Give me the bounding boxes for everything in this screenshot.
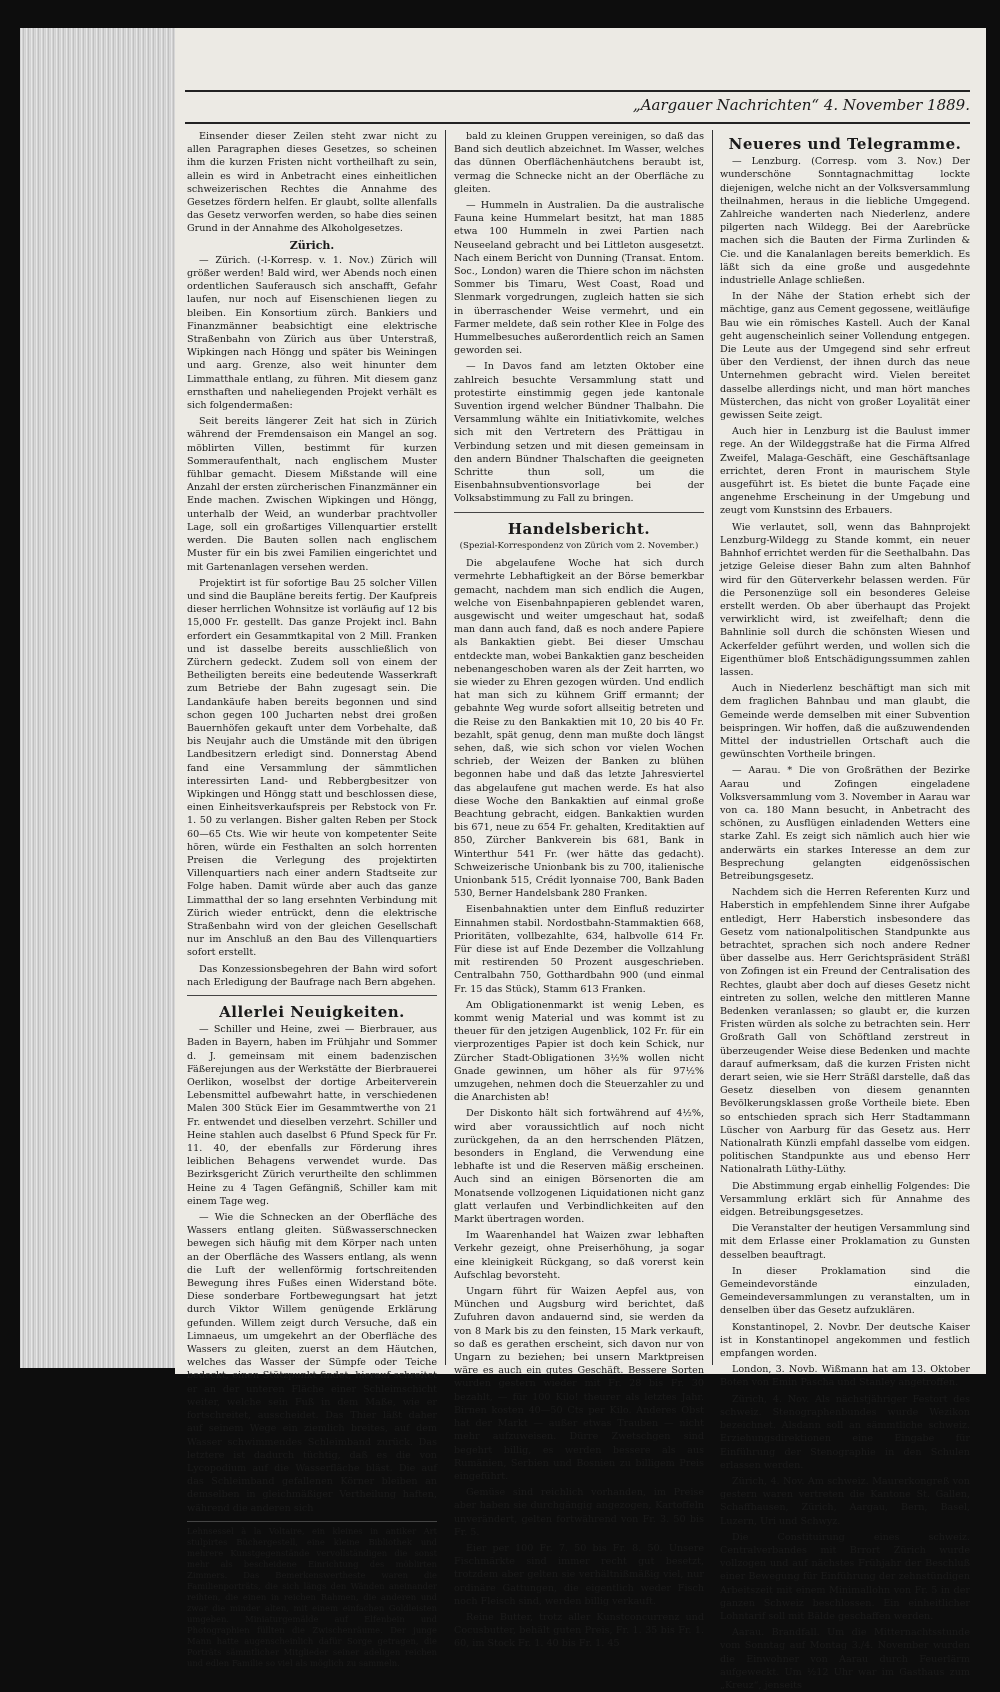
section-heading-allerlei: Allerlei Neuigkeiten.: [219, 1003, 405, 1021]
article-paragraph: — Schiller und Heine, zwei — Bierbrauer, aus Baden in Bayern, haben im Frühjahr und Sommer d. J. gemeinsam mit einem badenzischen Fäßerejungen aus der Werkstätte der Bierbrauerei Oerlikon, woselbst der dortige Arbeiterverein Lebensmittel aufbewahrt hatte, in verschiedenen Malen 300 Stück Eier im Gesammtwerthe von 21 Fr. entwendet und dieselben verzehrt. Schiller und Heine stahlen auch daselbst 6 Pfund Speck für Fr. 11. 40, der ebenfalls zur Förderung ihres leiblichen Behagens verwendet wurde. Das Bezirksgericht Zürich verurtheilte den schlimmen Heine zu 4 Tagen Gefängniß, Schiller kam mit einem Tage weg.: [187, 1024, 437, 1207]
book-page-edges: [20, 28, 182, 1368]
article-paragraph: Auch hier in Lenzburg ist die Baulust immer rege. An der Wildeggstraße hat die Firma Alfred Zweifel, Malaga-Geschäft, eine Geschäftsanlage errichtet, deren Front in maurischem Style ausgeführt ist. Es bietet die bunte Façade eine angenehme Erscheinung in der Umgebung und zeugt vom Kunstsinn des Erbauers.: [720, 426, 970, 517]
article-paragraph: Zürich, 4. Nov. Als nächstjähriger Festort des schweiz. Stenographenbundes wurde Wezikon bezeichnet. Alsdann soll an sämmtliche schweiz. Erziehungsdirektionen eine Eingabe für Einführung der Stenographie in den Schulen erlassen werden.: [720, 1393, 970, 1471]
feuilleton-footnote: Lehnsessel à la Voltaire, ein kleines in antiker Art stulpirtes Büchergestell, eine kleine Bibliothek und mehrere Kunstgegenstände vervollständigen die sonst mehr als bescheidene Einrichtung des möblirten Zimmers. Das Bemerkenswertheste waren die Familienporträts, die sich längs den Wänden aneinander reihten, die einen in reichen Rahmen, die anderen und zwar die minder alten, mit einem einfachen Goldleisten umgeben. Miniaturgemälde auf Elfenbein und Photographien füllten die Zwischenräume. Der junge Mann hatte augenscheinlich dafür Sorge getragen, die Porträts sämmtlicher Mitglieder seiner adeligen reichen und edlen Familie so viel als möglich zu sammeln.: [187, 1521, 437, 1669]
section-subheading: (Spezial-Korrespondenz von Zürich vom 2. November.): [459, 540, 699, 551]
article-paragraph: Am Obligationenmarkt ist wenig Leben, es kommt wenig Material und was kommt ist zu theuer für den jetzigen Augenblick, 102 Fr. für ein vierprozentiges Papier ist doch kein Schick, nur Zürcher Stadt-Obligationen 3½% wollen nicht Gnade gewinnen, um höher als für 97½% umzugehen, nehmen doch die Steuerzahler zu und die Anarchisten ab!: [454, 999, 704, 1104]
article-paragraph: Gemüse sind reichlich vorhanden, im Preise aber haben sie durchgängig angezogen, Kartoffeln unverändert, gelten fortwährend von Fr. 3. 50 bis Fr. 5.: [454, 1487, 704, 1538]
article-paragraph: In der Nähe der Station erhebt sich der mächtige, ganz aus Cement gegossene, weitläufige Bau wie ein römisches Kastell. Auch der Kanal geht augenscheinlich seiner Vollendung entgegen. Die Leute aus der Umgegend sind sehr erfreut über den Verdienst, der ihnen durch das neue Unternehmen gebracht wird. Vielen bereitet dasselbe allerdings nicht, und man hört manches Müsterchen, das nicht von großer Loyalität einer gewissen Seite zeigt.: [720, 291, 970, 422]
newspaper-header: „Aargauer Nachrichten“ 4. November 1889.: [632, 96, 970, 114]
column-divider: [712, 130, 713, 1365]
article-paragraph: In dieser Proklamation sind die Gemeindevorstände einzuladen, Gemeindeversammlungen zu veranstalten, um in denselben über das Gesetz aufzuklären.: [720, 1265, 970, 1317]
column-1: [187, 130, 437, 1668]
article-paragraph: — Zürich. (-l-Korresp. v. 1. Nov.) Zürich will größer werden! Bald wird, wer Abends noch einen ordentlichen Sauferausch sich anschafft, Gefahr laufen, nur noch auf Eisenschienen liegen zu bleiben. Ein Konsortium zürch. Bankiers und Finanzmänner beabsichtigt eine elektrische Straßenbahn von Zürich aus über Unterstraß, Wipkingen nach Höngg und später bis Weiningen und aarg. Grenze, also weit hinunter dem Limmatthale entlang, zu führen. Mit diesem ganz ernsthaften und naheliegenden Projekt verhält es sich folgendermaßen:: [187, 254, 437, 412]
article-paragraph: Die abgelaufene Woche hat sich durch vermehrte Lebhaftigkeit an der Börse bemerkbar gemacht, nachdem man sich endlich die Augen, welche von Eisenbahnpapieren geblendet waren, ausgewischt und weiter umgeschaut hat, sodaß man dann auch fand, daß es noch andere Papiere als Bankaktien giebt. Bei dieser Umschau entdeckte man, wobei Bankaktien ganz bescheiden nebenangeschoben waren als der Zeit harrten, wo sie wieder zu Ehren gezogen würden. Und endlich hat man sich zu kühnem Griff ermannt; der gebahnte Weg wurde sofort allseitig betreten und die Reise zu den Bankaktien mit 10, 20 bis 40 Fr. bezahlt, spät genug, denn man mußte doch längst sehen, daß, wie sich schon vor vielen Wochen schrieb, der Weizen der Banken zu blühen begonnen habe und daß das letzte Jahresviertel das abgelaufene gut machen werde. Es hat also diese Woche den Bankaktien auf einmal große Beachtung gebracht, eidgen. Bankaktien wurden bis 671, neue zu 654 Fr. gehalten, Kreditaktien auf 850, Zürcher Bankverein bis 681, Bank in Winterthur 541 Fr. (wer hätte das gedacht). Schweizerische Unionbank bis zu 700, italienische Unionbank 515, Crédit lyonnaise 700, Bank Baden 530, Berner Handelsbank 280 Franken.: [454, 558, 704, 900]
article-paragraph: Aarau. Brandfall. Um die Mitternachtsstunde vom Sonntag auf Montag 3./4. November wurden die Einwohner von Aarau durch Feuerlärm aufgeweckt. Um ½12 Uhr war im Gasthaus zum „Kreuz“, jenseits: [720, 1627, 970, 1691]
section-divider: [454, 512, 704, 515]
section-heading-neueres: Neueres und Telegramme.: [728, 135, 962, 153]
article-paragraph: Der Diskonto hält sich fortwährend auf 4½%, wird aber voraussichtlich auf noch nicht zurückgehen, da an den herrschenden Plätzen, besonders in England, die Verwendung eine lebhafte ist und die Reserven mäßig erscheinen. Auch sind an einigen Börsenorten die am Monatsende vollzogenen Liquidationen nicht ganz glatt verlaufen und Verbindlichkeiten auf den Markt übertragen worden.: [454, 1108, 704, 1226]
column-3: [720, 130, 970, 1691]
article-paragraph: Im Waarenhandel hat Waizen zwar lebhaften Verkehr gezeigt, ohne Preiserhöhung, ja sogar eine kleinigkeit Rückgang, so daß vorerst kein Aufschlag bevorsteht.: [454, 1230, 704, 1281]
article-paragraph: Ungarn führt für Waizen Aepfel aus, von München und Augsburg wird berichtet, daß Zufuhren davon andauernd sind, sie werden da von 8 Mark bis zu den feinsten, 15 Mark verkauft, so daß es gerathen erscheint, sich davon nur von Ungarn zu beziehen; bei unsern Marktpreisen wäre es auch ein gutes Geschäft. Bessere Sorten wurden gestern wieder mit Fr. 28 bis Fr. 30 bezahlt, — für 100 Kilo! theurer als letztes Jahr. Birnen kosten 40—50 Cts per Kilo. Anderes Obst hat der Markt — außer etwas Trauben — nicht mehr aufzuweisen. Dürre Zwetschgen sind begehrt billig, es werden bessere als aus Rumänien, Serbien und Bosnien zu billigem Preis eingeführt.: [454, 1286, 704, 1482]
header-rule-top: [185, 90, 970, 92]
article-paragraph: Die Constituirung eines schweiz. Centralverbandes mit Brrort Zürich wurde vollzogen und auf nächstes Frühjahr der Beschluß einer Bewegung für Einführung der zehnstündigen Arbeitszeit mit einem Minimallohn von Fr. 5 in der ganzen Schweiz beschlossen. Ein einheitlicher Lohntarif soll mit Bälde geschaffen werden.: [720, 1531, 970, 1622]
article-paragraph: Reine Butter, trotz aller Kunstconcurrenz und Cocusbutter, behält guten Preis, Fr. 1. 35 bis Fr. 1. 60, im Stock Fr. 1. 40 bis Fr. 1. 45: [454, 1611, 704, 1650]
column-2: [454, 130, 704, 1650]
section-divider: [187, 995, 437, 998]
section-heading-handelsbericht: Handelsbericht.: [507, 519, 651, 538]
article-paragraph: — Lenzburg. (Corresp. vom 3. Nov.) Der wunderschöne Sonntagnachmittag lockte diejenigen, welche nicht an der Volksversammlung theilnahmen, heraus in die liebliche Umgegend. Zahlreiche wanderten nach Niederlenz, andere pilgerten nach Wildegg. Bei der Aarebrücke machen sich die Bauten der Firma Zurlinden & Cie. und die Kanalanlagen bereits bemerklich. Es läßt sich da eine große und ausgedehnte industrielle Anlage schließen.: [720, 156, 970, 287]
column-divider: [445, 130, 446, 1365]
article-paragraph: Das Konzessionsbegehren der Bahn wird sofort nach Erledigung der Baufrage nach Bern abgehen.: [187, 963, 437, 988]
article-paragraph: Die Abstimmung ergab einhellig Folgendes: Die Versammlung erklärt sich für Annahme des eidgen. Betreibungsgesetzes.: [720, 1180, 970, 1219]
newspaper-page: [175, 28, 986, 1691]
article-paragraph: London, 3. Novb. Wißmann hat am 13. Oktober Boten von Emin Pascha und Stanley angetroffen.: [720, 1364, 970, 1389]
article-paragraph: — Aarau. * Die von Großräthen der Bezirke Aarau und Zofingen eingeladene Volksversammlung vom 3. November in Aarau war von ca. 180 Mann besucht, in Anbetracht des schönen, zu Ausflügen einladenden Wetters eine starke Zahl. Es zeigt sich nämlich auch hier wie anderwärts ein starkes Interesse an dem zur Besprechung gelangten eidgenössischen Betreibungsgesetz.: [720, 765, 970, 882]
article-paragraph: — Hummeln in Australien. Da die australische Fauna keine Hummelart besitzt, hat man 1885 etwa 100 Hummeln in zwei Partien nach Neuseeland gebracht und bei Littleton ausgesetzt. Nach einem Bericht von Dunning (Transat. Entom. Soc., London) waren die Thiere schon im nächsten Sommer bis Timaru, West Coast, Road und Slenmark vorgedrungen, zugleich hatten sie sich in überraschender Weise vermehrt, und ein Farmer meldete, daß sein rother Klee in Folge des Hummelbesuches außerordentlich reich an Samen geworden sei.: [454, 200, 704, 357]
article-paragraph: Wie verlautet, soll, wenn das Bahnprojekt Lenzburg-Wildegg zu Stande kommt, ein neuer Bahnhof errichtet werden für die Seethalbahn. Das jetzige Geleise dieser Bahn zum alten Bahnhof wird für den Güterverkehr belassen werden. Für die Personenzüge soll ein besonderes Geleise erstellt werden. Ob aber überhaupt das Projekt verwirklicht wird, ist zweifelhaft; denn die Bahnlinie soll durch die schönsten Wiesen und Ackerfelder geführt werden, und wollen sich die Eigenthümer bloß Entschädigungssummen zahlen lassen.: [720, 521, 970, 678]
article-paragraph: Projektirt ist für sofortige Bau 25 solcher Villen und sind die Baupläne bereits fertig. Der Kaufpreis dieser herrlichen Wohnsitze ist vorläufig auf 12 bis 15,000 Fr. gestellt. Das ganze Projekt incl. Bahn erfordert ein Gesammtkapital von 2 Mill. Franken und ist dasselbe bereits ausschließlich von Zürchern gedeckt. Zudem soll von einem der Betheiligten bereits eine bedeutende Wasserkraft zum Betriebe der Bahn zugesagt sein. Die Landankäufe haben bereits begonnen und sind schon gegen 100 Jucharten nebst drei großen Bauernhöfen gekauft unter dem Vorbehalte, daß bis Neujahr auch die Umstände mit den übrigen Landbesitzern erledigt sind. Donnerstag Abend fand eine Versammlung der sämmtlichen interessirten Land- und Rebbergbesitzer von Wipkingen und Höngg statt und beschlossen diese, einen Einheitsverkaufspreis per Rebstock von Fr. 1. 50 zu verlangen. Bisher galten Reben per Stock 60—65 Cts. Wie wir heute von kompetenter Seite hören, würde ein Festhalten an solch horrenten Preisen die Verlegung des projektirten Villenquartiers nach einer andern Stadtseite zur Folge haben. Damit würde aber auch das ganze Limmatthal der so lang ersehnten Verbindung mit Zürich wieder entrückt, denn die elektrische Straßenbahn wird von der gleichen Gesellschaft nur im Anschluß an den Bau des Villenquartiers sofort erstellt.: [187, 577, 437, 959]
section-heading-zurich: Zürich.: [289, 238, 335, 252]
article-paragraph: bald zu kleinen Gruppen vereinigen, so daß das Band sich deutlich abzeichnet. Im Wasser, welches das dünnen Oberflächenhäutchens beraubt ist, vermag die Schnecke nicht an der Oberfläche zu gleiten.: [454, 131, 704, 195]
article-paragraph: Einsender dieser Zeilen steht zwar nicht zu allen Paragraphen dieses Gesetzes, so scheinen ihm die kurzen Fristen nicht vortheilhaft zu sein, allein es wird in Anbetracht eines einheitlichen schweizerischen Rechtes die Annahme des Gesetzes fördern helfen. Er glaubt, sollte allenfalls das Gesetz verworfen werden, so habe dies seinen Grund in der Annahme des Alkoholgesetzes.: [187, 131, 437, 235]
article-paragraph: Konstantinopel, 2. Novbr. Der deutsche Kaiser ist in Konstantinopel angekommen und festlich empfangen worden.: [720, 1321, 970, 1360]
article-paragraph: — In Davos fand am letzten Oktober eine zahlreich besuchte Versammlung statt und protestirte einstimmig gegen jede kantonale Suvention irgend welcher Bündner Thalbahn. Die Versammlung wählte ein Initiativkomite, welches sich mit den Vertretern des Prättigau in Verbindung setzen und mit diesen gemeinsam in den andern Bündner Thalschaften die geeigneten Schritte thun soll, um die Eisenbahnsubventionsvorlage bei der Volksabstimmung zu Fall zu bringen.: [454, 361, 704, 505]
article-paragraph: — Wie die Schnecken an der Oberfläche des Wassers entlang gleiten. Süßwasserschnecken bewegen sich häufig mit dem Körper nach unten an der Oberfläche des Wassers entlang, als wenn die Luft der wellenförmig fortschreitenden Bewegung ihres Fußes einen Widerstand böte. Diese sonderbare Fortbewegungsart hat jetzt durch Viktor Willem genügende Erklärung gefunden. Willem zeigt durch Versuche, daß ein Limnaeus, um umgekehrt an der Oberfläche des Wassers zu gleiten, zuerst an dem Häutchen, welches das Wasser der Sümpfe oder Teiche bedeckt, einen Stützpunkt findet; hierauf schreitet er an der unteren Fläche einer Schleimschicht weiter, welche sein Fuß in dem Maße, wie er fortschreitet, ausscheidet. Das Thier läßt daher auf seinem Wege ein ziemlich breites, auf dem Wasser schwimmendes Schleimband zurück. Das letztere ist dadurch tüchtig, daß es die von Lycopodium auf die Wasserfläche bläst. Die auf das Schleimband gefallenen Körner bleiben an demselben in gleichmäßiger Vertheilung haften, während die anderen sich: [187, 1212, 437, 1514]
article-paragraph: Auch in Niederlenz beschäftigt man sich mit dem fraglichen Bahnbau und man glaubt, die Gemeinde werde demselben mit einer Subvention beispringen. Wir hoffen, daß die außzuwendenden Mittel der industriellen Ortschaft auch die gewünschten Vortheile bringen.: [720, 683, 970, 761]
article-paragraph: Seit bereits längerer Zeit hat sich in Zürich während der Fremdensaison ein Mangel an sog. möblirten Villen, bestimmt für kurzen Sommeraufenthalt, nach englischem Muster fühlbar gemacht. Diesem Mißstande will eine Anzahl der ersten zürcherischen Finanzmänner ein Ende machen. Zwischen Wipkingen und Höngg, unterhalb der Weid, an wunderbar prachtvoller Lage, soll ein großartiges Villenquartier erstellt werden. Die Bauten sollen nach englischem Muster für ein bis zwei Familien eingerichtet und mit Gartenanlagen versehen werden.: [187, 416, 437, 573]
header-rule-bottom: [185, 122, 970, 124]
article-paragraph: Nachdem sich die Herren Referenten Kurz und Haberstich in empfehlendem Sinne ihrer Aufgabe entledigt, Herr Haberstich insbesondere das Gesetz vom nationalpolitischen Standpunkte aus betrachtet, sprachen sich noch andere Redner über dasselbe aus. Herr Gerichtspräsident Sträßl von Zofingen ist ein Freund der Centralisation des Rechtes, glaubt aber doch auf dieses Gesetz nicht eintreten zu sollen, welche den mittleren Manne Bedenken veranlassen; so glaubt er, die kurzen Fristen würden als solche zu betrachten sein. Herr Großrath Gall von Schöftland zerstreut in überzeugender Weise diese Bedenken und machte darauf aufmerksam, daß die kurzen Fristen nicht derart seien, wie sie Herr Sträßl darstelle, daß das Gesetz dieselben von diesem genannten Bevölkerungsklassen große Vortheile biete. Eben so entschieden sprach sich Herr Stadtammann Lüscher von Aarburg für das Gesetz aus. Herr Nationalrath Künzli empfahl dasselbe vom eidgen. politischen Standpunkte aus und ebenso Herr Nationalrath Lüthy-Lüthy.: [720, 887, 970, 1176]
article-paragraph: Eier per 100 Fr. 7. 50 bis Fr. 8. 50. Unsere Fischmärkte sind immer recht gut besetzt, trotzdem aber gelten sie verhältnißmäßig viel, nur ordinäre Gattungen, die eigentlich weder Fisch noch Fleisch sind, werden billig verkauft.: [454, 1542, 704, 1607]
article-paragraph: Die Veranstalter der heutigen Versammlung sind mit dem Erlasse einer Proklamation zu Gunsten desselben beauftragt.: [720, 1223, 970, 1261]
article-paragraph: Eisenbahnaktien unter dem Einfluß reduzirter Einnahmen stabil. Nordostbahn-Stammaktien 668, Prioritäten, vollbezahlte, 634, halbvolle 614 Fr. Für diese ist auf Ende Dezember die Vollzahlung mit restirenden 50 Prozent ausgeschrieben. Centralbahn 750, Gotthardbahn 900 (und einmal Fr. 15 das Stück), Stamm 613 Franken.: [454, 904, 704, 995]
article-paragraph: Zürich, 4. Nov. Am schweiz. Maurerkongreß von gestern waren vertreten die Kantone St. Gallen, Schaffhausen, Zürich, Aargau, Bern, Basel, Luzern, Uri und Schwyz.: [720, 1475, 970, 1527]
